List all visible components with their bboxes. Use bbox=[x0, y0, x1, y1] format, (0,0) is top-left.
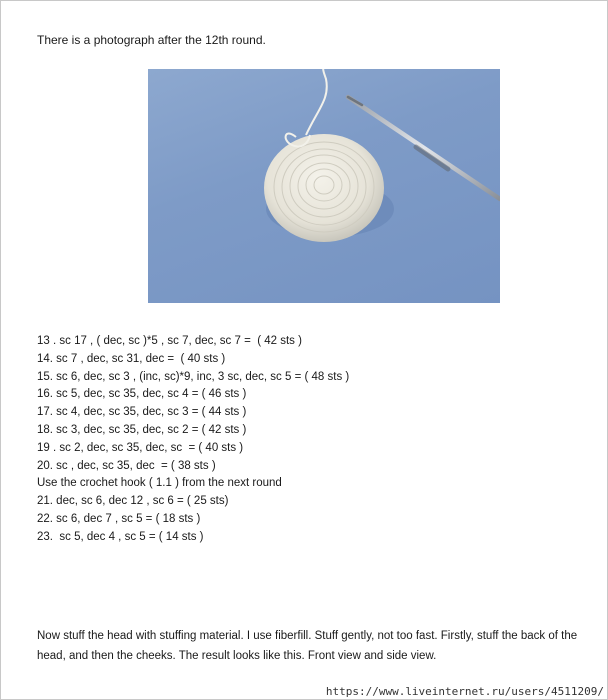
round-instruction: 15. sc 6, dec, sc 3 , (inc, sc)*9, inc, 3 sc, dec, sc 5 = ( 48 sts ) bbox=[37, 370, 350, 383]
round-instruction: 21. dec, sc 6, dec 12 , sc 6 = ( 25 sts) bbox=[37, 495, 229, 508]
photo-illustration bbox=[148, 69, 500, 303]
hook-change-note: Use the crochet hook ( 1.1 ) from the next round bbox=[37, 477, 282, 490]
crochet-hook-grip bbox=[416, 147, 448, 169]
round-instructions-list bbox=[37, 333, 349, 547]
round-instruction: 18. sc 3, dec, sc 35, dec, sc 2 = ( 42 sts ) bbox=[37, 423, 247, 436]
round-instruction: 16. sc 5, dec, sc 35, dec, sc 4 = ( 46 sts ) bbox=[37, 388, 247, 401]
stuffing-instructions: Now stuff the head with stuffing material. I use fiberfill. Stuff gently, not too fast. Firstly, stuff the back of the head, and then the cheeks. The result looks like this. Front view and side view. bbox=[37, 630, 578, 662]
round-instruction: 22. sc 6, dec 7 , sc 5 = ( 18 sts ) bbox=[37, 512, 201, 525]
yarn-tail bbox=[306, 69, 327, 135]
round-instruction: 19 . sc 2, dec, sc 35, dec, sc = ( 40 sts ) bbox=[37, 441, 244, 454]
intro-text: There is a photograph after the 12th round. bbox=[37, 33, 266, 47]
source-watermark: https://www.liveinternet.ru/users/4511209/ bbox=[325, 685, 604, 698]
round-instruction: 20. sc , dec, sc 35, dec = ( 38 sts ) bbox=[37, 459, 216, 472]
round-instruction: 13 . sc 17 , ( dec, sc )*5 , sc 7, dec, sc 7 = ( 42 sts ) bbox=[37, 335, 302, 347]
round-instruction: 14. sc 7 , dec, sc 31, dec = ( 40 sts ) bbox=[37, 352, 226, 365]
crochet-ball-photo bbox=[148, 69, 500, 303]
round-instruction: 23. sc 5, dec 4 , sc 5 = ( 14 sts ) bbox=[37, 530, 204, 543]
round-instruction: 17. sc 4, dec, sc 35, dec, sc 3 = ( 44 sts ) bbox=[37, 406, 247, 419]
